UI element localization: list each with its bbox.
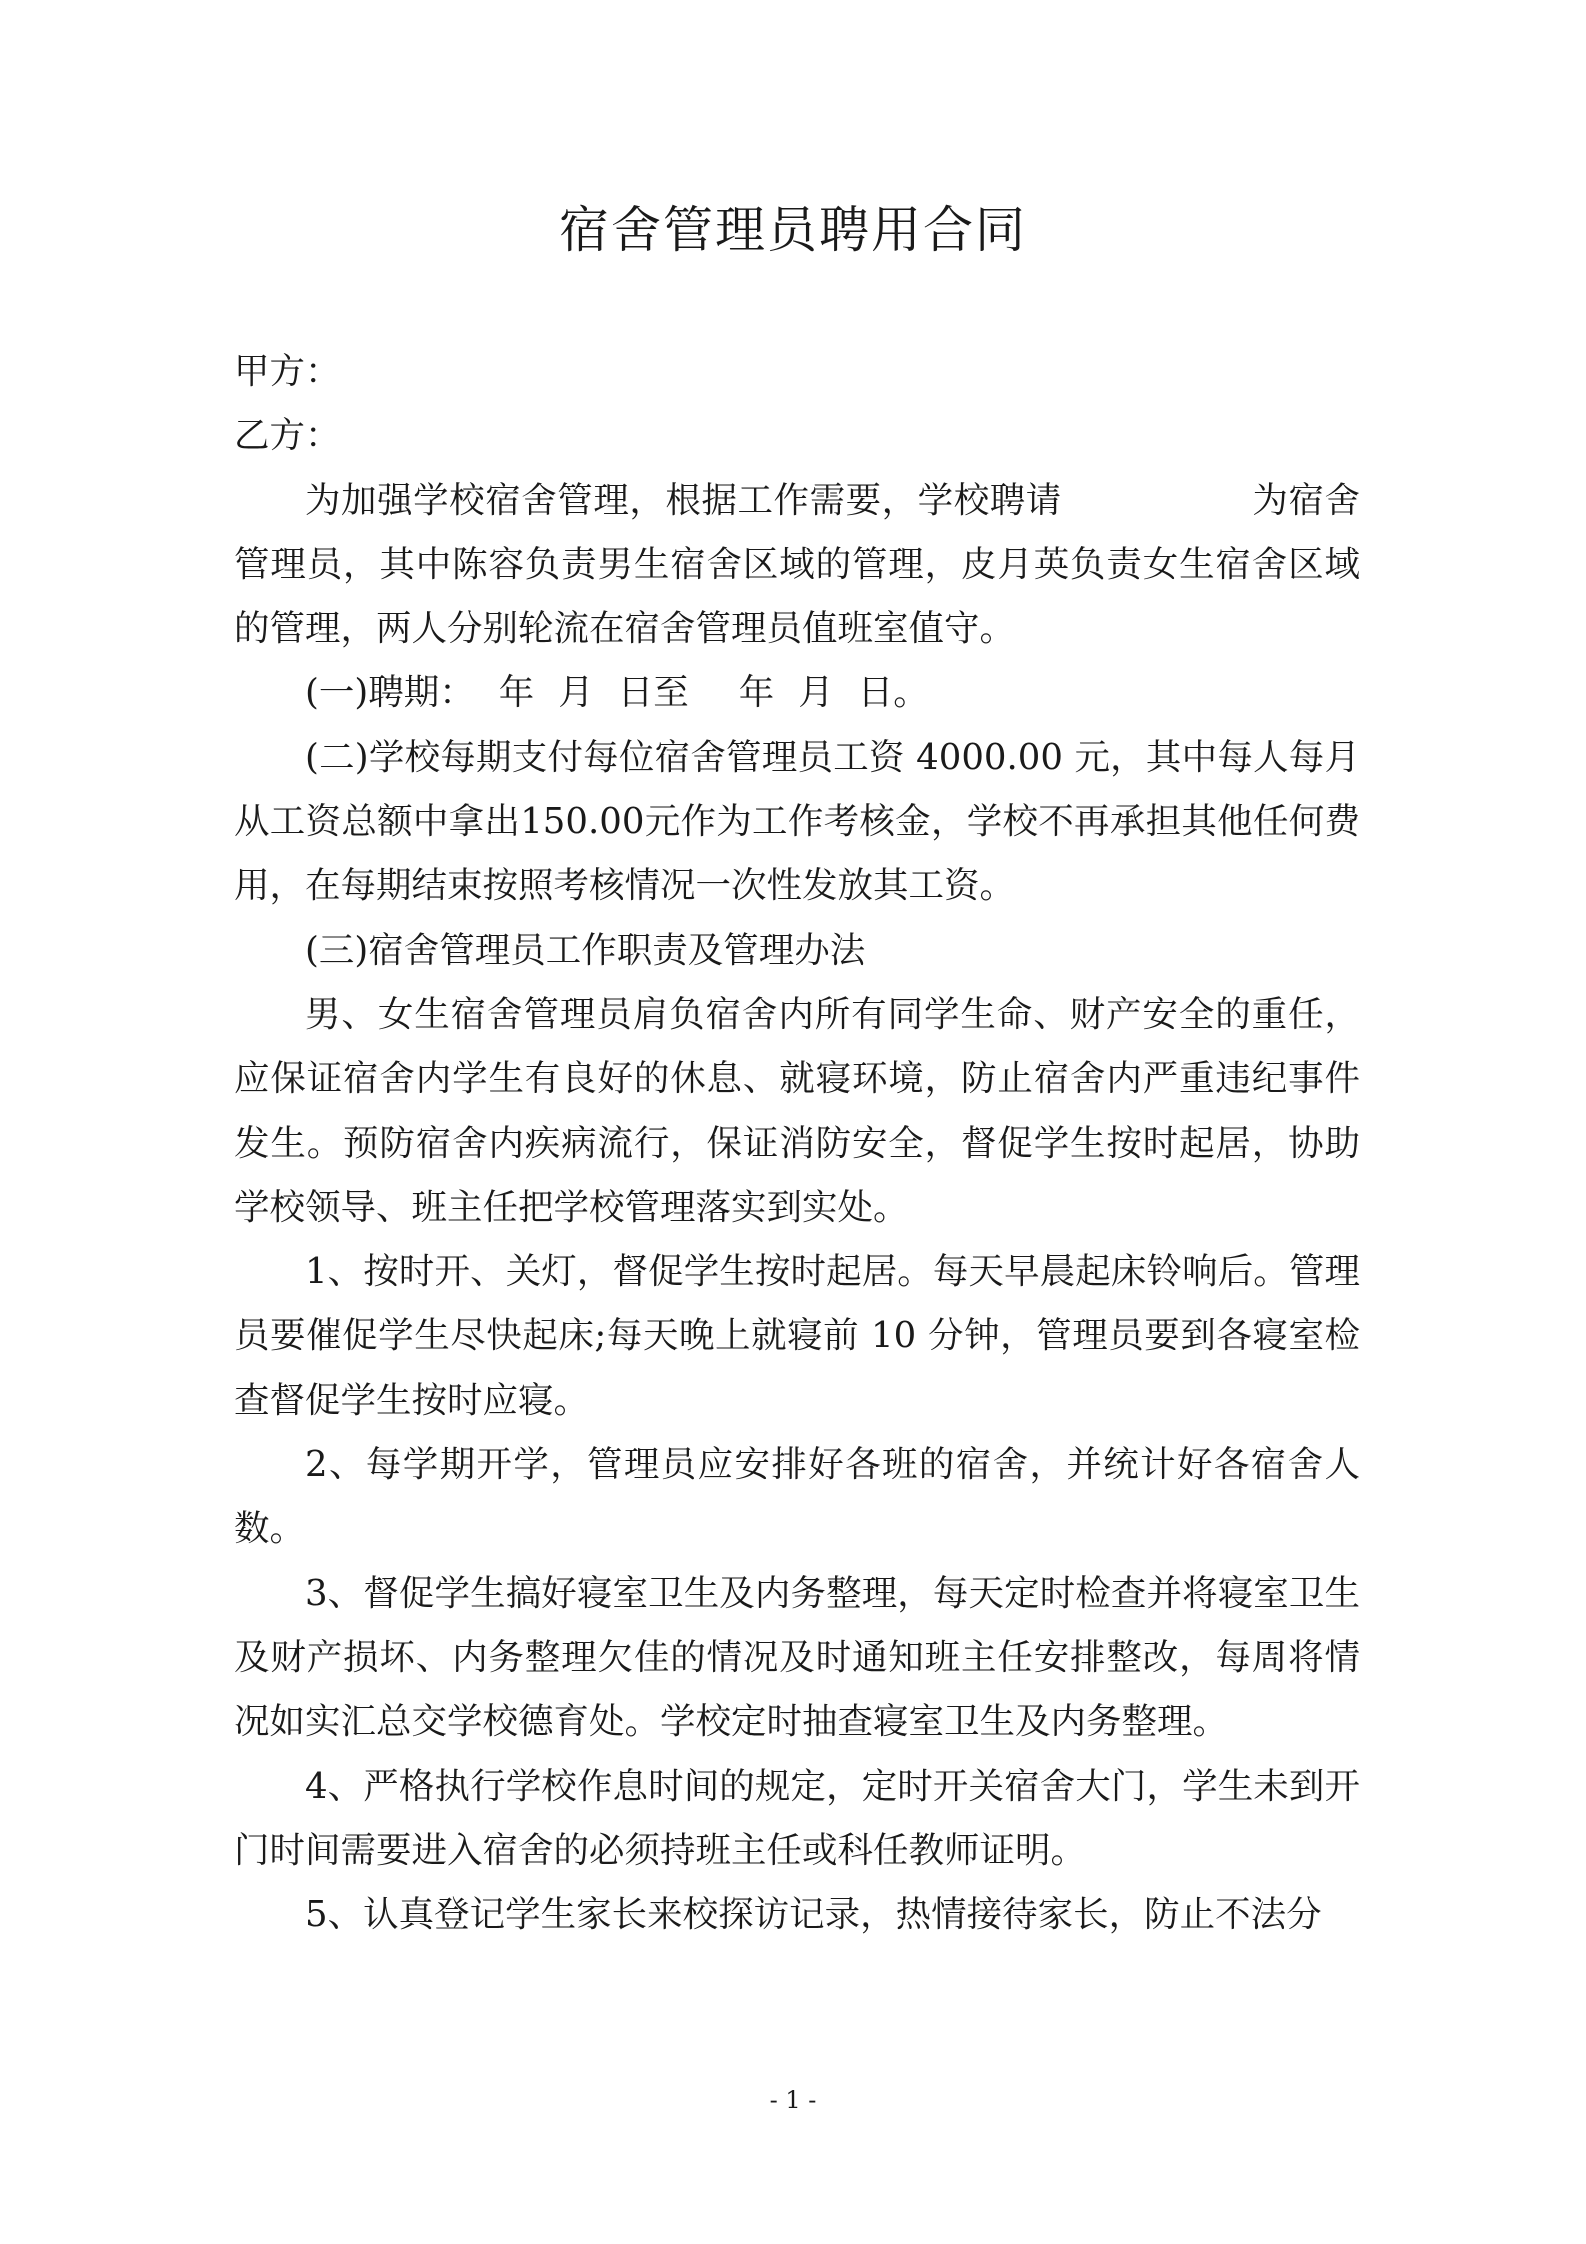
duties-heading: (三)宿舍管理员工作职责及管理办法 bbox=[305, 929, 866, 971]
intro-text-end: 为宿舍管理员，其中陈容负责男生宿舍区域的管理，皮月英负责女生宿舍区域的管理，两人分别轮流在宿舍管理员值班室值守。 bbox=[234, 479, 1360, 650]
duty-item-5: 5、认真登记学生家长来校探访记录，热情接待家长，防止不法分 bbox=[305, 1894, 1322, 1936]
term-month-2: 月 bbox=[798, 672, 834, 714]
term-paragraph bbox=[234, 661, 1360, 725]
term-day-end: 日。 bbox=[857, 672, 929, 714]
term-label: (一)聘期： bbox=[305, 672, 475, 714]
document-body bbox=[234, 340, 1360, 1947]
term-year-2: 年 bbox=[738, 672, 775, 714]
duty-item-4: 4、严格执行学校作息时间的规定，定时开关宿舍大门，学生未到开门时间需要进入宿舍的必须持班主任或科任教师证明。 bbox=[234, 1765, 1360, 1871]
duties-intro-paragraph: 男、女生宿舍管理员肩负宿舍内所有同学生命、财产安全的重任，应保证宿舍内学生有良好的休息、就寝环境，防止宿舍内严重违纪事件发生。预防宿舍内疾病流行，保证消防安全，督促学生按时起居，协助学校领导、班主任把学校管理落实到实处。 bbox=[234, 993, 1360, 1228]
term-day-to: 日至 bbox=[617, 672, 689, 714]
duty-item-3: 3、督促学生搞好寝室卫生及内务整理，每天定时检查并将寝室卫生及财产损坏、内务整理欠佳的情况及时通知班主任安排整改，每周将情况如实汇总交学校德育处。学校定时抽查寝室卫生及内务整理。 bbox=[234, 1572, 1360, 1743]
term-month-1: 月 bbox=[558, 672, 594, 714]
intro-text-start: 为加强学校宿舍管理，根据工作需要，学校聘请 bbox=[305, 479, 1062, 521]
party-b-line: 乙方： bbox=[234, 415, 341, 457]
salary-paragraph: (二)学校每期支付每位宿舍管理员工资 4000.00 元，其中每人每月从工资总额中拿出150.00元作为工作考核金，学校不再承担其他任何费用，在每期结束按照考核情况一次性发放其工资。 bbox=[234, 736, 1360, 907]
duty-item-2: 2、每学期开学，管理员应安排好各班的宿舍，并统计好各宿舍人数。 bbox=[234, 1444, 1360, 1550]
document-title: 宿舍管理员聘用合同 bbox=[559, 201, 1027, 259]
party-a-line: 甲方： bbox=[234, 351, 341, 392]
page-number: - 1 - bbox=[769, 2086, 817, 2114]
intro-paragraph bbox=[234, 469, 1360, 662]
duty-item-1: 1、按时开、关灯，督促学生按时起居。每天早晨起床铃响后。管理员要催促学生尽快起床;每天晚上就寝前 10 分钟，管理员要到各寝室检查督促学生按时应寝。 bbox=[234, 1251, 1360, 1421]
term-year-1: 年 bbox=[498, 672, 535, 714]
